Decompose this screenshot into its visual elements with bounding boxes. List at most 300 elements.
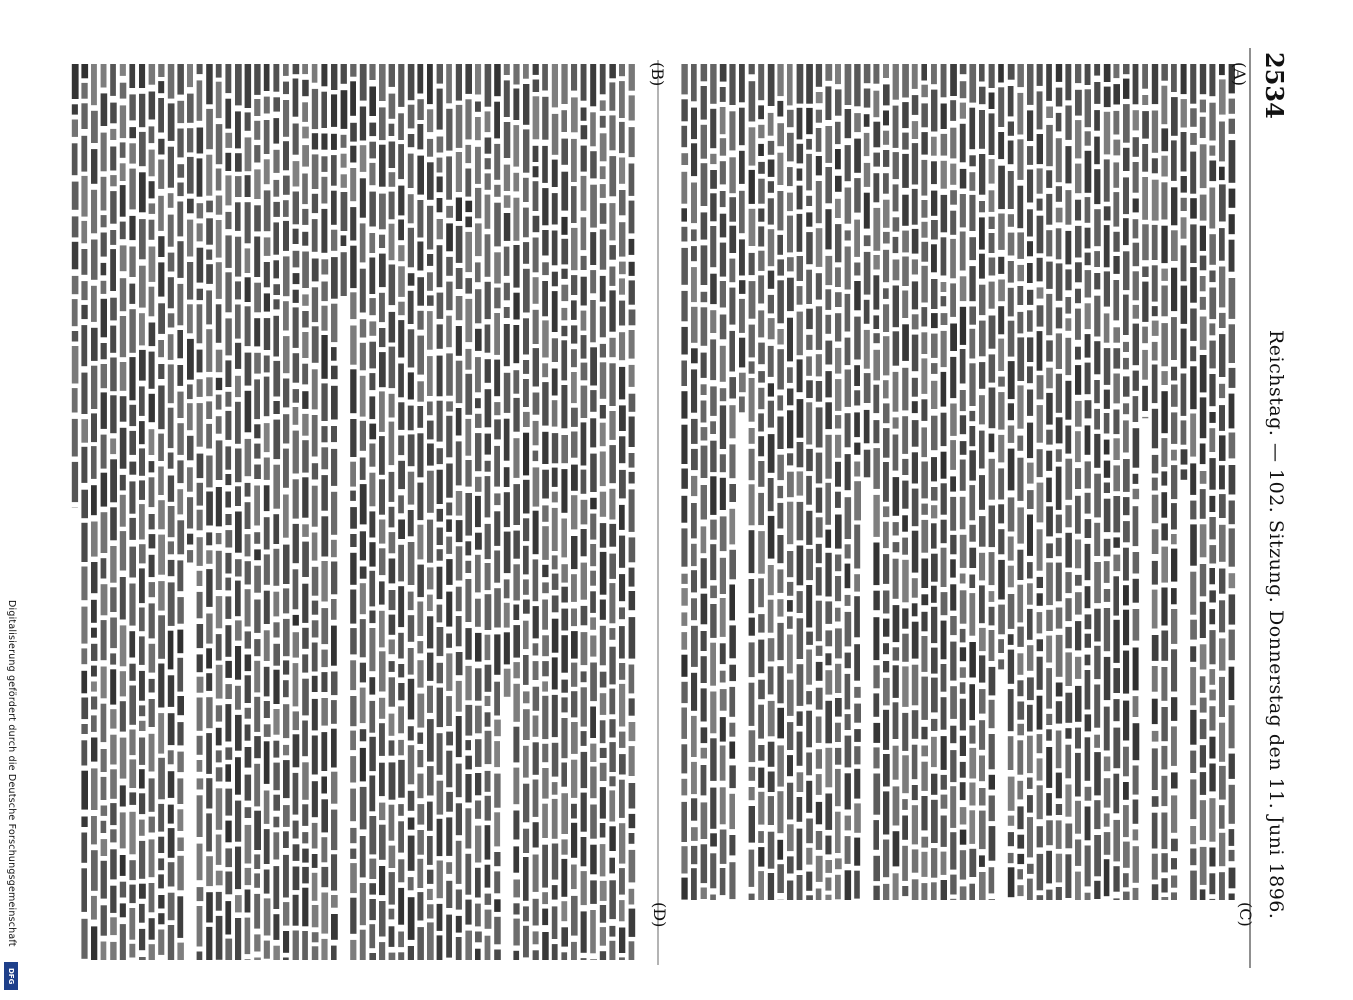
word bbox=[283, 449, 289, 488]
word bbox=[979, 362, 985, 389]
word bbox=[513, 564, 520, 600]
word bbox=[149, 644, 156, 673]
word bbox=[446, 519, 452, 532]
word bbox=[427, 295, 434, 305]
word bbox=[758, 251, 764, 271]
text-line bbox=[1219, 64, 1226, 900]
word bbox=[158, 664, 164, 708]
word bbox=[893, 417, 899, 428]
word bbox=[1219, 405, 1225, 431]
word bbox=[446, 915, 452, 958]
word bbox=[129, 518, 136, 540]
word bbox=[1017, 139, 1023, 180]
word bbox=[1046, 563, 1053, 606]
word bbox=[283, 82, 289, 95]
word bbox=[720, 315, 727, 340]
word bbox=[739, 64, 745, 102]
word bbox=[931, 279, 938, 309]
word bbox=[561, 519, 567, 558]
word bbox=[129, 759, 136, 788]
word bbox=[360, 787, 367, 830]
word bbox=[101, 667, 107, 699]
word bbox=[235, 918, 241, 960]
word bbox=[129, 143, 136, 163]
word bbox=[149, 126, 155, 143]
word bbox=[1104, 413, 1110, 434]
word bbox=[1075, 728, 1081, 749]
word bbox=[81, 419, 88, 443]
word bbox=[1152, 813, 1158, 849]
text-line bbox=[177, 64, 184, 960]
word bbox=[398, 706, 404, 733]
word bbox=[864, 252, 871, 295]
word bbox=[931, 848, 937, 878]
word bbox=[590, 617, 596, 629]
word bbox=[264, 318, 270, 350]
word bbox=[264, 870, 270, 894]
word bbox=[197, 158, 203, 196]
word bbox=[245, 747, 252, 768]
word bbox=[806, 380, 813, 398]
word bbox=[969, 266, 975, 301]
word bbox=[360, 729, 366, 741]
word bbox=[1046, 262, 1053, 289]
word bbox=[72, 419, 78, 457]
word bbox=[216, 750, 222, 762]
word bbox=[989, 233, 995, 253]
text-line bbox=[1046, 64, 1053, 900]
word bbox=[1056, 635, 1063, 677]
word bbox=[302, 654, 308, 672]
word bbox=[456, 716, 462, 757]
word bbox=[816, 354, 822, 376]
word bbox=[389, 422, 395, 466]
word bbox=[787, 167, 793, 186]
word bbox=[177, 365, 183, 386]
word bbox=[1104, 608, 1110, 651]
word bbox=[1142, 417, 1148, 418]
word bbox=[950, 164, 956, 185]
word bbox=[187, 220, 193, 257]
word bbox=[197, 454, 204, 479]
word bbox=[360, 619, 366, 657]
word bbox=[571, 408, 578, 427]
word bbox=[542, 909, 548, 926]
word bbox=[835, 875, 841, 900]
word bbox=[590, 418, 596, 447]
word bbox=[312, 699, 318, 731]
word bbox=[110, 230, 116, 245]
digitization-credit: Digitalisierung gefördert durch die Deutsche Forschungsgemeinschaft bbox=[6, 600, 17, 947]
word bbox=[81, 490, 88, 519]
word bbox=[845, 714, 851, 730]
word bbox=[1123, 610, 1129, 646]
word bbox=[197, 203, 204, 218]
word bbox=[523, 269, 530, 313]
word bbox=[273, 222, 279, 254]
word bbox=[749, 806, 755, 843]
word bbox=[825, 878, 831, 891]
text-line bbox=[758, 64, 765, 900]
word bbox=[701, 748, 707, 759]
word bbox=[1027, 515, 1033, 556]
word bbox=[845, 188, 852, 224]
word bbox=[552, 160, 558, 187]
word bbox=[816, 717, 822, 743]
text-line bbox=[120, 64, 127, 960]
word bbox=[81, 868, 87, 912]
word bbox=[72, 276, 79, 294]
word bbox=[1209, 873, 1215, 894]
word bbox=[158, 434, 164, 461]
word bbox=[1200, 800, 1206, 840]
text-line bbox=[619, 64, 626, 960]
word bbox=[710, 833, 717, 846]
word bbox=[91, 644, 97, 661]
text-line bbox=[360, 64, 367, 960]
word bbox=[485, 195, 491, 229]
word bbox=[331, 946, 337, 960]
word bbox=[513, 727, 519, 763]
word bbox=[187, 403, 193, 430]
word bbox=[1133, 552, 1140, 574]
word bbox=[264, 458, 270, 480]
word bbox=[739, 191, 745, 233]
word bbox=[1037, 216, 1044, 254]
word bbox=[1046, 451, 1052, 471]
word bbox=[1008, 650, 1014, 684]
word bbox=[245, 306, 251, 346]
word bbox=[302, 542, 309, 577]
word bbox=[110, 709, 116, 728]
word bbox=[485, 771, 491, 792]
word bbox=[561, 680, 568, 693]
word bbox=[720, 454, 726, 472]
word bbox=[206, 733, 212, 774]
word bbox=[1046, 610, 1053, 631]
word bbox=[835, 292, 842, 307]
word bbox=[379, 901, 386, 937]
word bbox=[1200, 226, 1206, 251]
word bbox=[1200, 444, 1206, 465]
word bbox=[1123, 295, 1129, 335]
word bbox=[389, 762, 396, 799]
word bbox=[456, 520, 463, 542]
word bbox=[797, 772, 804, 792]
word bbox=[902, 133, 909, 150]
word bbox=[720, 746, 726, 781]
word bbox=[456, 803, 462, 835]
word bbox=[893, 286, 899, 328]
word bbox=[187, 550, 193, 562]
word bbox=[81, 648, 87, 664]
word bbox=[197, 223, 203, 241]
word bbox=[1037, 577, 1043, 588]
word bbox=[883, 64, 889, 78]
word bbox=[360, 748, 366, 782]
word bbox=[101, 512, 108, 553]
word bbox=[629, 889, 635, 905]
word bbox=[149, 220, 155, 240]
word bbox=[1085, 655, 1091, 666]
word bbox=[1085, 64, 1091, 85]
word bbox=[523, 129, 529, 172]
word bbox=[485, 64, 492, 107]
word bbox=[1085, 670, 1091, 710]
word bbox=[408, 726, 414, 740]
word bbox=[1085, 893, 1091, 900]
word bbox=[177, 330, 183, 358]
word bbox=[960, 667, 966, 678]
word bbox=[475, 801, 481, 819]
word bbox=[513, 198, 519, 241]
word bbox=[1133, 766, 1139, 795]
word bbox=[110, 849, 117, 879]
word bbox=[513, 768, 519, 805]
word bbox=[739, 338, 745, 368]
text-line bbox=[1142, 64, 1149, 418]
word bbox=[710, 154, 716, 164]
word bbox=[720, 643, 726, 664]
word bbox=[177, 896, 183, 938]
word bbox=[456, 652, 463, 675]
word bbox=[561, 952, 567, 960]
word bbox=[504, 467, 510, 487]
word bbox=[398, 461, 405, 489]
word bbox=[998, 659, 1004, 669]
word bbox=[465, 145, 471, 163]
word bbox=[960, 349, 966, 384]
word bbox=[1113, 774, 1119, 814]
text-line bbox=[806, 64, 813, 900]
word bbox=[969, 593, 975, 636]
word bbox=[1046, 747, 1052, 788]
word bbox=[197, 64, 203, 74]
word bbox=[369, 883, 376, 894]
word bbox=[797, 442, 804, 467]
word bbox=[893, 873, 899, 900]
word bbox=[408, 592, 414, 611]
word bbox=[701, 631, 707, 651]
word bbox=[331, 366, 338, 380]
word bbox=[681, 126, 687, 147]
word bbox=[691, 267, 697, 302]
word bbox=[225, 704, 231, 741]
word bbox=[225, 99, 231, 129]
text-line bbox=[341, 64, 348, 296]
word bbox=[206, 155, 212, 196]
word bbox=[456, 616, 462, 646]
word bbox=[902, 886, 908, 896]
word bbox=[902, 324, 909, 361]
word bbox=[283, 745, 289, 755]
word bbox=[1104, 390, 1110, 409]
word bbox=[389, 94, 396, 119]
word bbox=[225, 272, 231, 312]
word bbox=[835, 379, 841, 411]
word bbox=[504, 669, 511, 697]
word bbox=[1171, 385, 1178, 407]
word bbox=[360, 836, 366, 877]
word bbox=[465, 541, 471, 555]
word bbox=[312, 932, 319, 942]
word bbox=[427, 64, 433, 104]
word bbox=[921, 837, 928, 848]
word bbox=[1008, 594, 1015, 629]
word bbox=[235, 486, 241, 506]
word bbox=[350, 292, 356, 319]
word bbox=[101, 343, 107, 359]
word bbox=[720, 516, 727, 551]
word bbox=[494, 720, 501, 737]
word bbox=[1056, 608, 1063, 629]
word bbox=[273, 832, 279, 859]
word bbox=[101, 806, 108, 816]
word bbox=[91, 366, 97, 409]
word bbox=[293, 290, 299, 303]
word bbox=[571, 228, 578, 270]
text-line bbox=[629, 64, 636, 960]
word bbox=[1094, 474, 1101, 518]
word bbox=[600, 748, 607, 758]
word bbox=[494, 402, 500, 415]
word bbox=[960, 535, 967, 568]
word bbox=[273, 763, 279, 791]
word bbox=[485, 476, 491, 517]
word bbox=[91, 286, 97, 322]
word bbox=[816, 273, 822, 299]
word bbox=[408, 372, 414, 399]
word bbox=[950, 497, 956, 531]
word bbox=[681, 708, 687, 739]
word bbox=[542, 188, 548, 225]
word bbox=[168, 713, 175, 745]
word bbox=[835, 858, 842, 869]
word bbox=[437, 324, 443, 348]
word bbox=[245, 890, 251, 913]
word bbox=[120, 903, 126, 917]
word bbox=[321, 426, 327, 442]
word bbox=[245, 502, 251, 529]
word bbox=[321, 561, 327, 602]
word bbox=[609, 64, 616, 78]
word bbox=[912, 849, 919, 872]
word bbox=[465, 460, 471, 487]
word bbox=[797, 186, 803, 210]
word bbox=[787, 367, 793, 383]
word bbox=[456, 841, 462, 884]
word bbox=[571, 97, 578, 132]
word bbox=[494, 871, 500, 893]
word bbox=[139, 769, 145, 788]
word bbox=[1190, 620, 1197, 640]
word bbox=[1056, 186, 1062, 202]
word bbox=[302, 888, 308, 927]
word bbox=[417, 336, 424, 375]
word bbox=[806, 309, 813, 329]
word bbox=[1181, 176, 1187, 193]
word bbox=[1075, 164, 1081, 194]
word bbox=[235, 686, 241, 710]
word bbox=[321, 209, 327, 253]
word bbox=[149, 679, 155, 693]
word bbox=[998, 166, 1005, 209]
word bbox=[120, 738, 127, 779]
word bbox=[729, 742, 735, 759]
word bbox=[979, 110, 985, 149]
word bbox=[1123, 148, 1130, 171]
word bbox=[446, 401, 453, 411]
text-line bbox=[590, 64, 597, 960]
word bbox=[475, 773, 481, 795]
word bbox=[571, 942, 577, 960]
word bbox=[873, 774, 880, 815]
word bbox=[720, 558, 726, 594]
word bbox=[120, 278, 126, 311]
word bbox=[950, 211, 956, 235]
word bbox=[302, 391, 308, 409]
word bbox=[350, 419, 356, 457]
word bbox=[609, 880, 616, 919]
word bbox=[979, 585, 985, 623]
word bbox=[1229, 433, 1236, 459]
word bbox=[1046, 230, 1052, 256]
word bbox=[561, 385, 567, 428]
word bbox=[504, 195, 511, 208]
word bbox=[989, 282, 995, 309]
word bbox=[571, 300, 577, 320]
word bbox=[1027, 705, 1033, 732]
word bbox=[629, 833, 635, 844]
word bbox=[417, 156, 424, 195]
word bbox=[81, 249, 87, 275]
word bbox=[1161, 746, 1167, 770]
word bbox=[883, 250, 889, 282]
word bbox=[590, 185, 597, 228]
word bbox=[768, 516, 775, 559]
word bbox=[427, 595, 433, 611]
word bbox=[1104, 561, 1110, 583]
word bbox=[787, 680, 794, 716]
word bbox=[960, 124, 966, 163]
word bbox=[245, 675, 251, 703]
word bbox=[1229, 278, 1236, 319]
word bbox=[1056, 113, 1062, 131]
word bbox=[283, 495, 289, 538]
text-line bbox=[581, 64, 588, 960]
word bbox=[321, 259, 328, 274]
word bbox=[681, 208, 687, 221]
word bbox=[561, 587, 568, 603]
word bbox=[720, 671, 726, 683]
word bbox=[950, 642, 956, 681]
word bbox=[1229, 324, 1235, 363]
word bbox=[225, 318, 231, 355]
word bbox=[235, 402, 241, 444]
word bbox=[283, 100, 289, 137]
word bbox=[681, 802, 687, 842]
word bbox=[902, 459, 908, 475]
word bbox=[533, 899, 539, 926]
word bbox=[485, 712, 491, 726]
word bbox=[187, 304, 193, 333]
word bbox=[254, 444, 260, 459]
word bbox=[998, 257, 1004, 274]
word bbox=[768, 346, 774, 377]
word bbox=[206, 813, 212, 851]
word bbox=[720, 830, 727, 864]
word bbox=[960, 415, 966, 434]
